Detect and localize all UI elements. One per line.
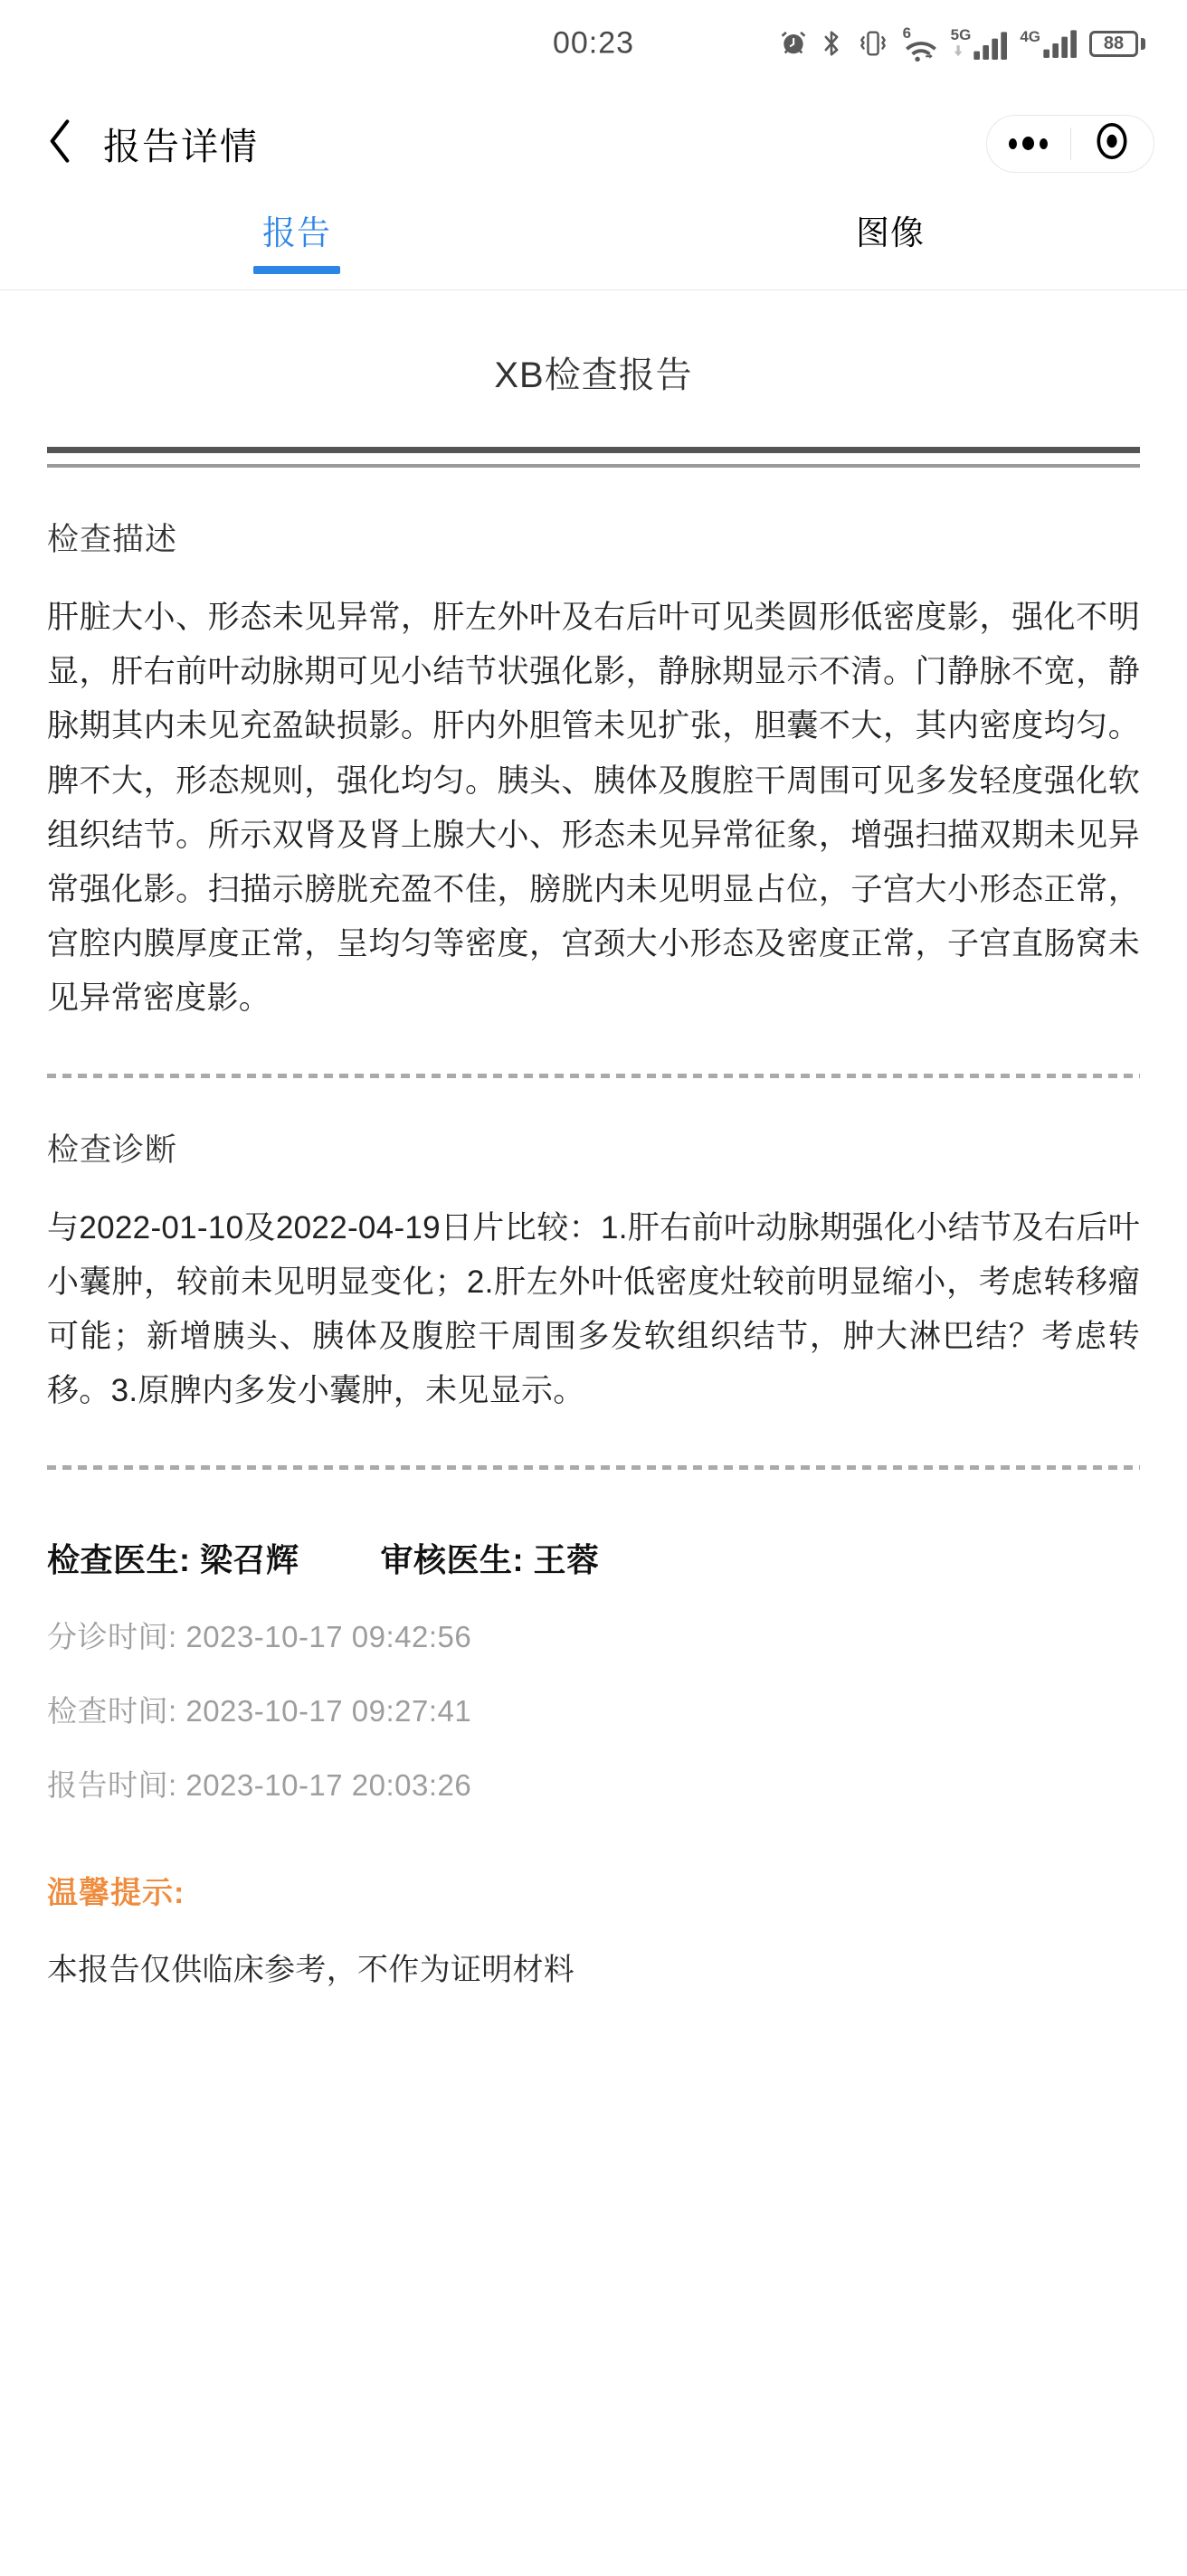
status-bar: [0, 0, 1187, 87]
reviewing-doctor: 审核医生: 王蓉: [380, 1541, 600, 1579]
page-title: 报告详情: [103, 126, 259, 167]
tab-report[interactable]: [0, 200, 594, 289]
status-bar-clock: 00:23: [552, 25, 635, 61]
exam-time: 检查时间: 2023-10-17 09:27:41: [47, 1694, 472, 1728]
doctor-signatures: [47, 1535, 1140, 1581]
ellipsis-icon: [1009, 137, 1048, 150]
tab-bar: [0, 200, 1187, 290]
report-title: XB检查报告: [494, 355, 693, 395]
status-bar-icons: [779, 25, 1145, 62]
battery-percent-label: 88: [1103, 33, 1125, 53]
alarm-icon: [779, 29, 808, 58]
section-description-heading: 检查描述: [47, 522, 178, 557]
tip-heading: 温馨提示:: [47, 1876, 185, 1911]
tab-report-indicator: [253, 266, 340, 274]
battery-cap: [1141, 38, 1145, 50]
miniprogram-capsule: [986, 115, 1154, 173]
timestamp-list: [47, 1614, 1140, 1804]
battery-icon: [1089, 31, 1145, 57]
bluetooth-icon: [820, 29, 843, 58]
report-content: [0, 346, 1187, 1989]
section-diagnosis-heading: 检查诊断: [47, 1132, 178, 1168]
report-time: 报告时间: 2023-10-17 20:03:26: [47, 1768, 472, 1803]
tab-images-label: 图像: [856, 214, 925, 251]
wifi-icon: [903, 25, 939, 62]
network-4g-label: 4G: [1020, 28, 1040, 45]
capsule-more-button[interactable]: [987, 137, 1070, 150]
examining-doctor: 检查医生: 梁召辉: [47, 1541, 299, 1579]
target-icon: [1093, 122, 1131, 165]
title-divider: [47, 447, 1140, 468]
signal-4g-icon: [1020, 29, 1078, 58]
tip-body: 本报告仅供临床参考，不作为证明材料: [47, 1953, 575, 1988]
chevron-left-icon: [46, 118, 73, 168]
section-diagnosis-body: 与2022-01-10及2022-04-19日片比较：1.肝右前叶动脉期强化小结节及右后叶小囊肿，较前未见明显变化；2.肝左外叶低密度灶较前明显缩小，考虑转移瘤可能；新增胰头、胰体及腹腔干周围多发软组织结节，肿大淋巴结？考虑转移。3.原脾内多发小囊肿，未见显示。: [47, 1209, 1140, 1409]
section-diagnosis: [47, 1078, 1140, 1419]
wifi-generation-label: 6: [902, 24, 912, 42]
triage-time: 分诊时间: 2023-10-17 09:42:56: [47, 1620, 472, 1654]
tab-images-indicator: [847, 266, 934, 274]
tab-report-label: 报告: [262, 214, 331, 251]
section-description: [47, 468, 1140, 1027]
network-5g-label: 5G: [950, 26, 972, 43]
tab-images[interactable]: [594, 200, 1187, 289]
capsule-close-button[interactable]: [1071, 122, 1154, 165]
signal-5g-icon: [951, 27, 1009, 60]
vibrate-icon: [855, 29, 891, 58]
back-button[interactable]: [36, 120, 83, 167]
nav-bar: [0, 87, 1187, 200]
section-description-body: 肝脏大小、形态未见异常，肝左外叶及右后叶可见类圆形低密度影，强化不明显，肝右前叶动脉期可见小结节状强化影，静脉期显示不清。门静脉不宽，静脉期其内未见充盈缺损影。肝内外胆管未见扩张，胆囊不大，其内密度均匀。脾不大，形态规则，强化均匀。胰头、胰体及腹腔干周围可见多发轻度强化软组织结节。所示双肾及肾上腺大小、形态未见异常征象，增强扫描双期未见异常强化影。扫描示膀胱充盈不佳，膀胱内未见明显占位，子宫大小形态正常，宫腔内膜厚度正常，呈均匀等密度，宫颈大小形态及密度正常，子宫直肠窝未见异常密度影。: [47, 600, 1140, 1017]
section-divider-2: [47, 1465, 1140, 1470]
